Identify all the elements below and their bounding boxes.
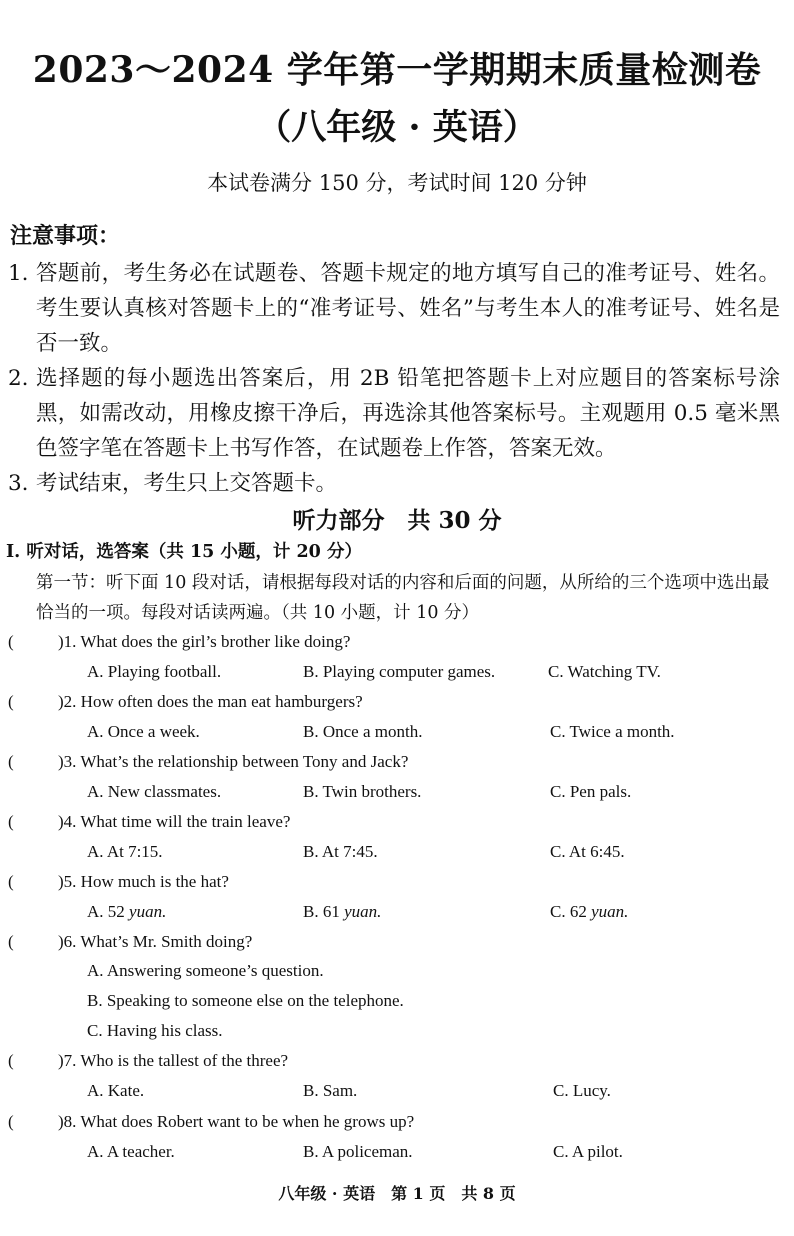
option-b: B. Sam. bbox=[303, 1081, 358, 1100]
notice-item bbox=[8, 466, 780, 501]
instruction-text: 第一节：听下面 10 段对话，请根据每段对话的内容和后面的问题，从所给的三个选项中选出最恰当的一项。每段对话读两遍。（共 10 小题，计 10 分） bbox=[36, 573, 770, 623]
question-text: )8. What does Robert want to be when he grows up? bbox=[58, 1112, 415, 1131]
option-a: A. A teacher. bbox=[87, 1142, 175, 1161]
option-c: C. Lucy. bbox=[553, 1081, 611, 1100]
option-b: B. Once a month. bbox=[303, 722, 423, 741]
option-c: C. Watching TV. bbox=[548, 662, 661, 681]
option-b bbox=[303, 899, 381, 925]
notice-item bbox=[8, 256, 780, 361]
option-c bbox=[550, 899, 628, 925]
notice-item-number: 2. bbox=[8, 366, 29, 391]
option-a bbox=[87, 899, 166, 925]
option-b: B. Speaking to someone else on the telephone. bbox=[87, 991, 404, 1010]
option-b: B. Playing computer games. bbox=[303, 662, 496, 681]
notice-item bbox=[8, 361, 780, 466]
option-a: A. Playing football. bbox=[87, 662, 222, 681]
option-b: B. At 7:45. bbox=[303, 842, 378, 861]
exam-title: 2023～2024 学年第一学期期末质量检测卷 bbox=[32, 49, 762, 91]
question-text: )5. How much is the hat? bbox=[58, 872, 229, 891]
answer-bracket: ( bbox=[8, 752, 14, 771]
option-c: C. A pilot. bbox=[553, 1142, 623, 1161]
answer-bracket: ( bbox=[8, 1051, 14, 1070]
option-a-unit: yuan. bbox=[129, 902, 167, 921]
question-text: )4. What time will the train leave? bbox=[58, 812, 291, 831]
option-b-unit: yuan. bbox=[344, 902, 382, 921]
notice-title: 注意事项： bbox=[10, 223, 121, 249]
option-a: A. At 7:15. bbox=[87, 842, 163, 861]
option-c: C. Twice a month. bbox=[550, 722, 675, 741]
section-title: 听力部分 共 30 分 bbox=[292, 507, 502, 534]
question-text: )6. What’s Mr. Smith doing? bbox=[58, 932, 253, 951]
answer-bracket: ( bbox=[8, 632, 14, 651]
option-b: B. A policeman. bbox=[303, 1142, 413, 1161]
answer-bracket: ( bbox=[8, 692, 14, 711]
option-b-value: B. 61 bbox=[303, 902, 340, 921]
part-title: Ⅰ. 听对话，选答案（共 15 小题，计 20 分） bbox=[6, 542, 362, 562]
answer-bracket: ( bbox=[8, 1112, 14, 1131]
question-text: )1. What does the girl’s brother like doing? bbox=[58, 632, 351, 651]
question-text: )3. What’s the relationship between Tony and Jack? bbox=[58, 752, 409, 771]
notice-item-number: 3. bbox=[8, 471, 29, 496]
page-footer: 八年级 · 英语 第 1 页 共 8 页 bbox=[278, 1184, 516, 1203]
option-c: C. At 6:45. bbox=[550, 842, 625, 861]
answer-bracket: ( bbox=[8, 812, 14, 831]
part-instruction bbox=[8, 568, 780, 628]
option-b: B. Twin brothers. bbox=[303, 782, 422, 801]
notice-item-number: 1. bbox=[8, 261, 29, 286]
option-c: C. Pen pals. bbox=[550, 782, 632, 801]
notice-item-text: 答题前，考生务必在试题卷、答题卡规定的地方填写自己的准考证号、姓名。考生要认真核对答题卡上的“准考证号、姓名”与考生本人的准考证号、姓名是否一致。 bbox=[36, 261, 780, 356]
option-a: A. Answering someone’s question. bbox=[87, 961, 324, 980]
option-a: A. New classmates. bbox=[87, 782, 222, 801]
option-a-value: A. 52 bbox=[87, 902, 125, 921]
answer-bracket: ( bbox=[8, 872, 14, 891]
option-c: C. Having his class. bbox=[87, 1021, 223, 1040]
option-c-value: C. 62 bbox=[550, 902, 587, 921]
notice-item-text: 选择题的每小题选出答案后，用 2B 铅笔把答题卡上对应题目的答案标号涂黑，如需改动，用橡皮擦干净后，再选涂其他答案标号。主观题用 0.5 毫米黑色签字笔在答题卡上书写作答，在试题卷上作答，答案无效。 bbox=[36, 366, 780, 461]
answer-bracket: ( bbox=[8, 932, 14, 951]
exam-subtitle: （八年级 · 英语） bbox=[256, 107, 538, 148]
notice-item-text: 考试结束，考生只上交答题卡。 bbox=[36, 471, 338, 496]
option-a: A. Kate. bbox=[87, 1081, 145, 1100]
option-a: A. Once a week. bbox=[87, 722, 200, 741]
question-text: )7. Who is the tallest of the three? bbox=[58, 1051, 289, 1070]
question-text: )2. How often does the man eat hamburgers? bbox=[58, 692, 363, 711]
exam-info: 本试卷满分 150 分，考试时间 120 分钟 bbox=[207, 171, 587, 195]
option-c-unit: yuan. bbox=[591, 902, 629, 921]
